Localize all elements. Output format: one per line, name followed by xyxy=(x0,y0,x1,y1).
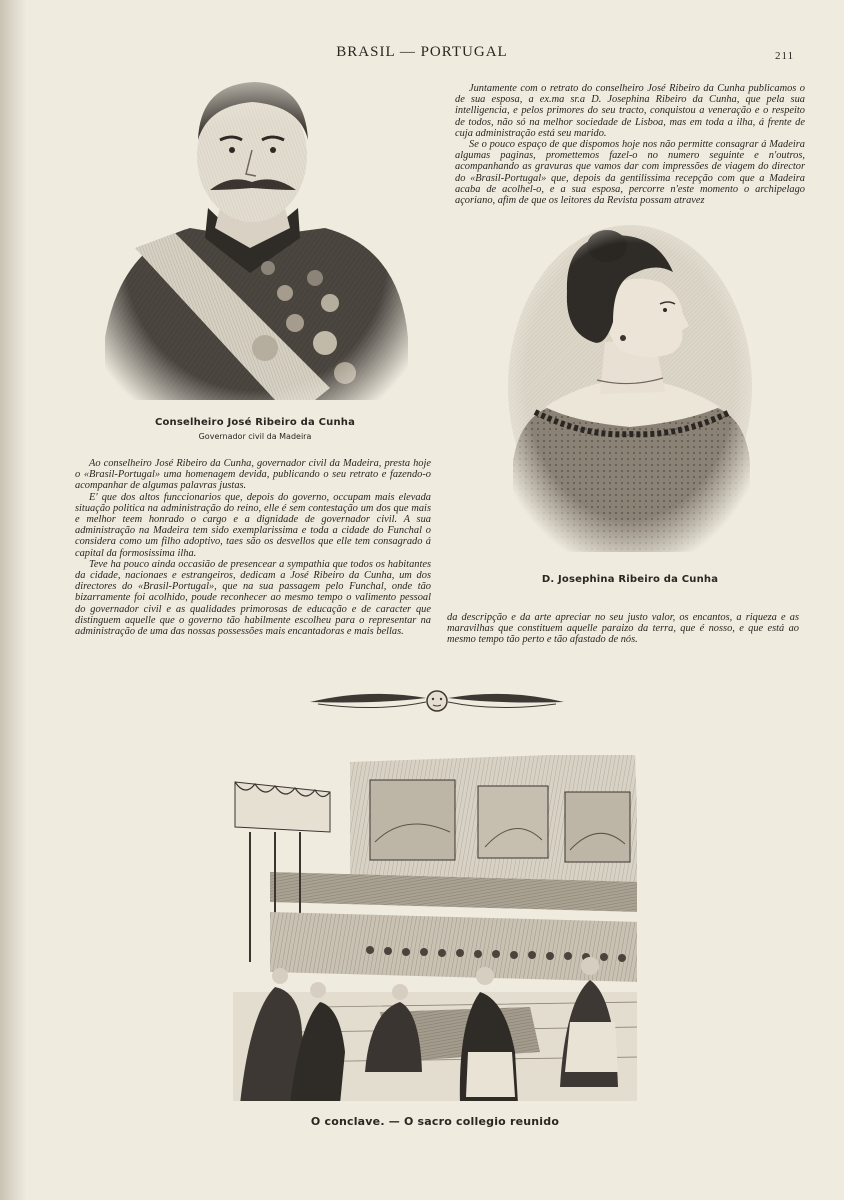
winged-head-ornament-icon xyxy=(308,686,566,718)
page-number: 211 xyxy=(775,50,795,62)
winged-ornament xyxy=(308,686,566,718)
engraved-portrait-man-icon xyxy=(100,78,412,400)
portrait-josephina xyxy=(505,222,755,552)
left-article xyxy=(75,458,431,637)
article-paragraph: Ao conselheiro José Ribeiro da Cunha, governador civil da Madeira, presta hoje o «Brasil-Portugal» uma homenagem devida, publicando o seu retrato e fazendo-o acompanhar de algumas palavras justas. xyxy=(75,458,431,492)
conclave-engraving xyxy=(230,752,640,1104)
page-gutter-shadow xyxy=(0,0,26,1200)
portrait-governor-caption: Conselheiro José Ribeiro da Cunha xyxy=(154,417,356,428)
engraved-portrait-woman-icon xyxy=(505,222,755,552)
article-paragraph: Teve ha pouco ainda occasião de presencear a sympathia que todos os habitantes da cidade, nacionaes e estrangeiros, dedicam a José Ribeiro da Cunha, um dos directores do «Brasil-Portugal», que na sua passagem pelo Funchal, onde tão bizarramente foi acolhido, poude reconhecer ao mesmo tempo o valimento pessoal do governador civil e as qualidades primorosas de educação e de caracter que distinguem aquelle que o governo tão habilmente escolheu para o representar na administração de uma das nossas possessões mais encantadoras e mais bellas. xyxy=(75,558,431,638)
article-paragraph: Se o pouco espaço de que dispomos hoje nos não permitte consagrar á Madeira algumas paginas, promettemos fazel-o no numero seguinte e n'outros, acompanhando as gravuras que vamos dar com impressões de viagem do director do «Brasil-Portugal» que, depois da gentilissima recepção com que a Madeira acaba de acolhel-o, e a sua esposa, percorre n'este momento o archipelago açoriano, afim de que os leitores da Revista possam atravez xyxy=(455,139,805,207)
portrait-josephina-caption: D. Josephina Ribeiro da Cunha xyxy=(541,574,719,585)
article-paragraph: E' que dos altos funccionarios que, depois do governo, occupam mais elevada situação politica na administração do reino, elle é sem contestação um dos que mais e melhor teem honrado o cargo e a dignidade de governador civil. A sua administração na Madeira tem sido exemplarissima e toda a cidade do Funchal o considera como um filho adoptivo, taes são os desvellos que elle tem consagrado á capital da formosissima ilha. xyxy=(75,491,431,559)
portrait-governor xyxy=(100,78,412,400)
conclave-caption: O conclave. — O sacro collegio reunido xyxy=(310,1115,560,1128)
top-right-article xyxy=(455,83,805,206)
article-paragraph: da descripção e da arte apreciar no seu justo valor, os encantos, a riqueza e as maravilhas que constituem aquelle paraizo da terra, que é nosso, e que está ao mesmo tempo tão perto e tão afastado de nós. xyxy=(447,612,799,646)
running-title: BRASIL — PORTUGAL xyxy=(336,44,508,60)
article-paragraph: Juntamente com o retrato do conselheiro José Ribeiro da Cunha publicamos o de sua esposa, a ex.ma sr.a D. Josephina Ribeiro da Cunha, que pela sua intelligencia, e pelos primores do seu tracto, conquistou a veneração e o respeito de todos, não só na melhor sociedade de Lisboa, mas em toda a ilha, á frente de cuja administração está seu marido. xyxy=(455,83,805,139)
portrait-governor-subcaption: Governador civil da Madeira xyxy=(198,432,312,441)
right-continuation xyxy=(447,612,799,646)
engraving-conclave-cardinals-icon xyxy=(230,752,640,1104)
